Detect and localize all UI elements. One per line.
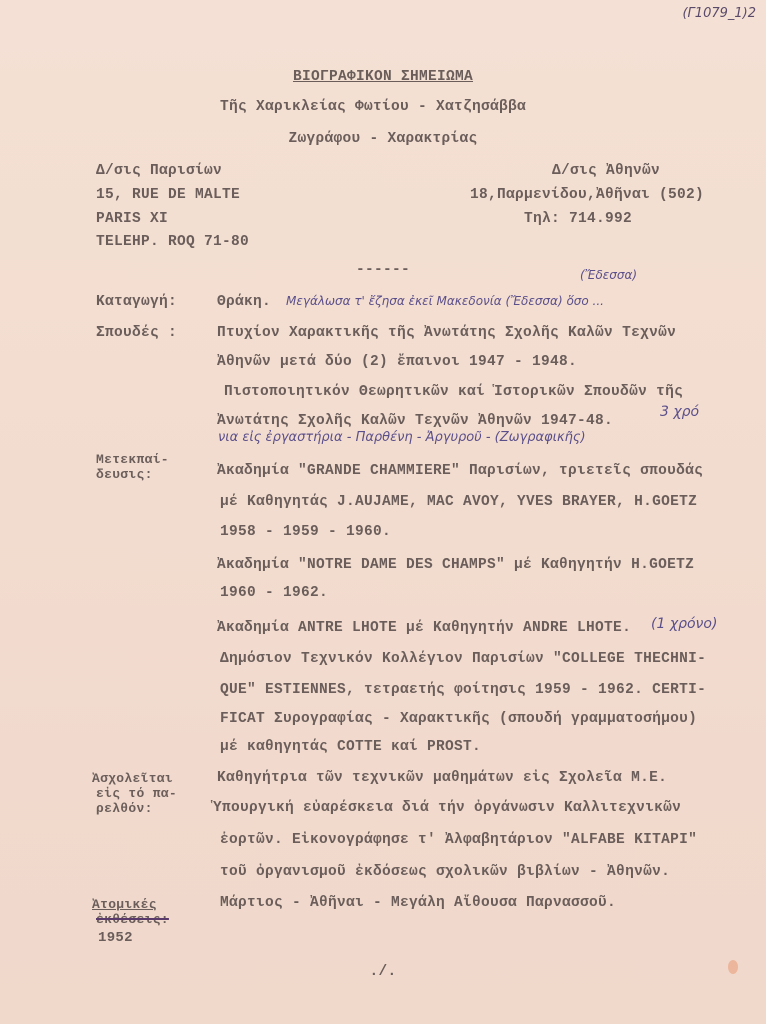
address-line: TELEHP. ROQ 71-80 <box>96 234 250 250</box>
postgrad-line: μέ Καθηγητάς J.AUJAME, MAC AVOY, YVES BRAYER, H.GOETZ <box>220 494 698 510</box>
past-label: ρελθόν: <box>96 801 153 816</box>
postgrad-line: 1958 - 1959 - 1960. <box>220 524 392 540</box>
address-line: PARIS XI <box>96 211 169 227</box>
postgrad-line: Δημόσιον Τεχνικόν Κολλέγιον Παρισίων "COLLEGE THECHNI- <box>220 651 707 667</box>
address-line: 15, RUE DE MALTE <box>96 187 241 203</box>
document-title: ΒΙΟΓΡΑΦΙΚΟΝ ΣΗΜΕΙΩΜΑ <box>292 69 474 85</box>
address-line: 18,Παρμενίδου,Ἀθῆναι (502) <box>470 187 705 203</box>
past-line: τοῦ ὀργανισμοῦ ἐκδόσεως σχολικῶν βιβλίων - Ἀθηνῶν. <box>220 864 671 880</box>
origin-label: Καταγωγή: <box>96 294 178 310</box>
past-label: εἰς τό πα- <box>96 786 178 801</box>
archive-reference: (Γ1079_1)2 <box>682 6 756 21</box>
postgrad-line: Ἀκαδημία ANTRE LHOTE μέ Καθηγητήν ANDRE LHOTE. <box>217 620 632 636</box>
handwritten-note: νια εἰς ἐργαστήρια - Παρθένη - Ἀργυροῦ - (Ζωγραφικῆς) <box>218 430 586 445</box>
postgrad-line: FICAT Συρογραφίας - Χαρακτικῆς (σπουδή γραμματοσήμου) <box>220 711 698 727</box>
postgrad-line: QUE" ESTIENNES, τετραετής φοίτησις 1959 - 1962. CERTI- <box>220 682 707 698</box>
page-mark: ./. <box>369 964 397 980</box>
handwritten-note: (1 χρόνο) <box>651 616 718 632</box>
past-line: ἑορτῶν. Εἰκονογράφησε τ' Ἀλφαβητάριον "ALFABE KITAPI" <box>220 832 698 848</box>
handwritten-note: Μεγάλωσα τ' ἔζησα ἐκεῖ Μακεδονία (Ἔδεσσα) ὅσο ... <box>286 294 604 308</box>
postgrad-label: δευσις: <box>96 467 153 482</box>
person-name: Τῆς Χαρικλείας Φωτίου - Χατζησάββα <box>219 99 527 115</box>
studies-label: Σπουδές : <box>96 325 178 341</box>
address-line: Τηλ: 714.992 <box>524 211 633 227</box>
past-line: Ὑπουργική εὐαρέσκεια διά τήν ὀργάνωσιν Καλλιτεχνικῶν <box>213 800 682 816</box>
postgrad-line: μέ καθηγητάς COTTE καί PROST. <box>220 739 482 755</box>
handwritten-note: 3 χρό <box>660 404 700 420</box>
studies-line: Πτυχίον Χαρακτικῆς τῆς Ἀνωτάτης Σχολῆς Καλῶν Τεχνῶν <box>217 325 677 341</box>
studies-line: Πιστοποιητικόν Θεωρητικῶν καί Ἱστορικῶν Σπουδῶν τῆς <box>224 384 684 400</box>
postgrad-line: Ἀκαδημία "GRANDE CHAMMIERE" Παρισίων, τριετεῖς σπουδάς <box>217 463 704 479</box>
address-line: Δ/σις Ἀθηνῶν <box>552 163 661 179</box>
exhibitions-label: ἐκθέσεις: <box>96 912 169 927</box>
past-label: Ἀσχολεῖται <box>92 771 174 786</box>
exhibitions-year: 1952 <box>98 930 133 946</box>
handwritten-note: (Ἔδεσσα) <box>580 268 638 282</box>
postgrad-label: Μετεκπαί- <box>96 452 169 467</box>
postgrad-line: Ἀκαδημία "NOTRE DAME DES CHAMPS" μέ Καθηγητήν H.GOETZ <box>217 557 695 573</box>
studies-line: Ἀνωτάτης Σχολῆς Καλῶν Τεχνῶν Ἀθηνῶν 1947-48. <box>217 413 614 429</box>
postgrad-line: 1960 - 1962. <box>220 585 329 601</box>
exhibitions-line: Μάρτιος - Ἀθῆναι - Μεγάλη Αἴθουσα Παρνασσοῦ. <box>220 895 617 911</box>
separator: ------ <box>355 262 410 278</box>
studies-line: Ἀθηνῶν μετά δύο (2) ἔπαινοι 1947 - 1948. <box>217 354 578 370</box>
address-line: Δ/σις Παρισίων <box>96 163 223 179</box>
exhibitions-label: Ἀτομικές <box>92 897 157 912</box>
origin-value: Θράκη. <box>217 294 272 310</box>
past-line: Καθηγήτρια τῶν τεχνικῶν μαθημάτων εἰς Σχολεῖα Μ.Ε. <box>217 770 668 786</box>
stain <box>728 960 738 974</box>
profession: Ζωγράφου - Χαρακτρίας <box>288 131 478 147</box>
